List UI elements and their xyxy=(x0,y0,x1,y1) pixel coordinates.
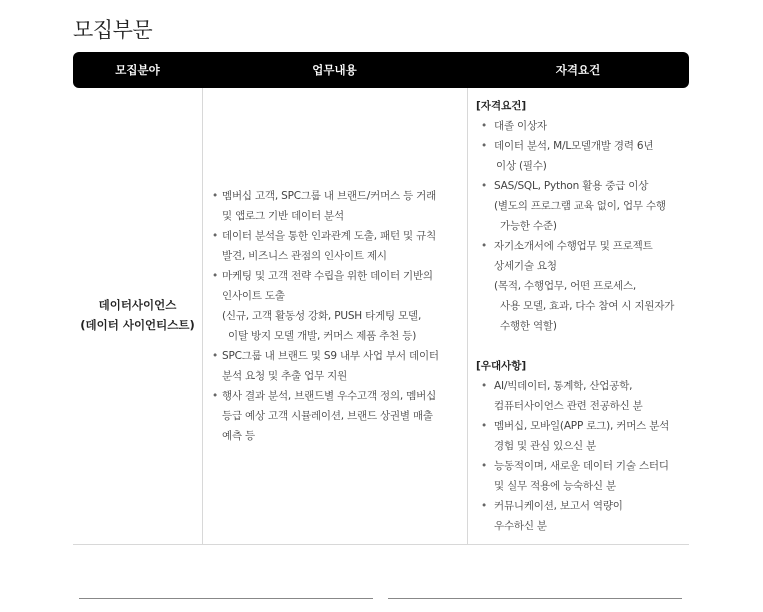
duty-item: • SPC그룹 내 브랜드 및 S9 내부 사업 부서 데이터 xyxy=(210,346,460,366)
header-field: 모집분야 xyxy=(115,63,160,77)
duty-item: • 행사 결과 분석, 브랜드별 우수고객 정의, 멤버십 xyxy=(210,386,460,406)
duty-item-cont: 인사이트 도출 xyxy=(222,290,285,302)
field-name xyxy=(73,295,202,335)
preferred-item-cont: 우수하신 분 xyxy=(494,520,547,532)
requirements-column xyxy=(467,88,689,544)
preferred-item-cont: 컴퓨터사이언스 관련 전공하신 분 xyxy=(494,400,643,412)
duty-item-cont: 이탈 방지 모델 개발, 커머스 제품 추천 등) xyxy=(228,330,417,342)
duty-item: • 마케팅 및 고객 전략 수립을 위한 데이터 기반의 xyxy=(210,266,460,286)
preferred-list xyxy=(476,376,686,536)
duty-item-cont: 예측 등 xyxy=(222,430,255,442)
requirement-item-cont: 가능한 수준) xyxy=(500,220,557,232)
duty-item-cont: (신규, 고객 활동성 강화, PUSH 타게팅 모델, xyxy=(222,310,422,322)
field-column xyxy=(73,88,203,544)
duty-item-cont: 발견, 비즈니스 관점의 인사이트 제시 xyxy=(222,250,387,262)
requirements-list xyxy=(476,116,686,336)
requirement-item: • SAS/SQL, Python 활용 중급 이상 xyxy=(476,176,686,196)
duty-item: • 데이터 분석을 통한 인과관계 도출, 패턴 및 규칙 xyxy=(210,226,460,246)
field-name-line2: (데이터 사이언티스트) xyxy=(80,318,195,332)
qualifications xyxy=(476,96,686,536)
preferred-item: • AI/빅데이터, 통계학, 산업공학, xyxy=(476,376,686,396)
duty-item-cont: 분석 요청 및 추출 업무 지원 xyxy=(222,370,348,382)
header-duties: 업무내용 xyxy=(312,63,357,77)
requirement-item: • 대졸 이상자 xyxy=(476,116,686,136)
preferred-item: • 멤버십, 모바일(APP 로그), 커머스 분석 xyxy=(476,416,686,436)
duty-item-cont: 및 앱로그 기반 데이터 분석 xyxy=(222,210,344,222)
divider-left xyxy=(79,598,373,599)
preferred-item-cont: 경험 및 관심 있으신 분 xyxy=(494,440,597,452)
requirement-item: • 데이터 분석, M/L모델개발 경력 6년 xyxy=(476,136,686,156)
requirement-item-cont: (목적, 수행업무, 어떤 프로세스, xyxy=(494,280,637,292)
requirement-item: • 자기소개서에 수행업무 및 프로젝트 xyxy=(476,236,686,256)
requirement-item-cont: (별도의 프로그램 교육 없이, 업무 수행 xyxy=(494,200,666,212)
header-requirements: 자격요건 xyxy=(555,63,601,77)
requirement-item-cont: 수행한 역할) xyxy=(500,320,557,332)
preferred-title: [우대사항] xyxy=(476,360,527,372)
requirement-item-cont: 사용 모델, 효과, 다수 참여 시 지원자가 xyxy=(500,300,675,312)
duty-item-cont: 등급 예상 고객 시뮬레이션, 브랜드 상권별 매출 xyxy=(222,410,433,422)
duty-item: • 멤버십 고객, SPC그룹 내 브랜드/커머스 등 거래 xyxy=(210,186,460,206)
duties-column xyxy=(202,88,468,544)
duties-list xyxy=(210,186,460,446)
table-header xyxy=(73,52,689,88)
requirement-item-cont: 이상 (필수) xyxy=(496,160,547,172)
field-name-line1: 데이터사이언스 xyxy=(98,298,177,312)
section-title: 모집부문 xyxy=(73,18,153,42)
preferred-item-cont: 및 실무 적용에 능숙하신 분 xyxy=(494,480,616,492)
recruitment-table xyxy=(73,88,689,545)
divider-right xyxy=(388,598,682,599)
requirement-item-cont: 상세기술 요청 xyxy=(494,260,557,272)
preferred-item: • 능동적이며, 새로운 데이터 기술 스터디 xyxy=(476,456,686,476)
requirements-title: [자격요건] xyxy=(476,100,527,112)
preferred-item: • 커뮤니케이션, 보고서 역량이 xyxy=(476,496,686,516)
